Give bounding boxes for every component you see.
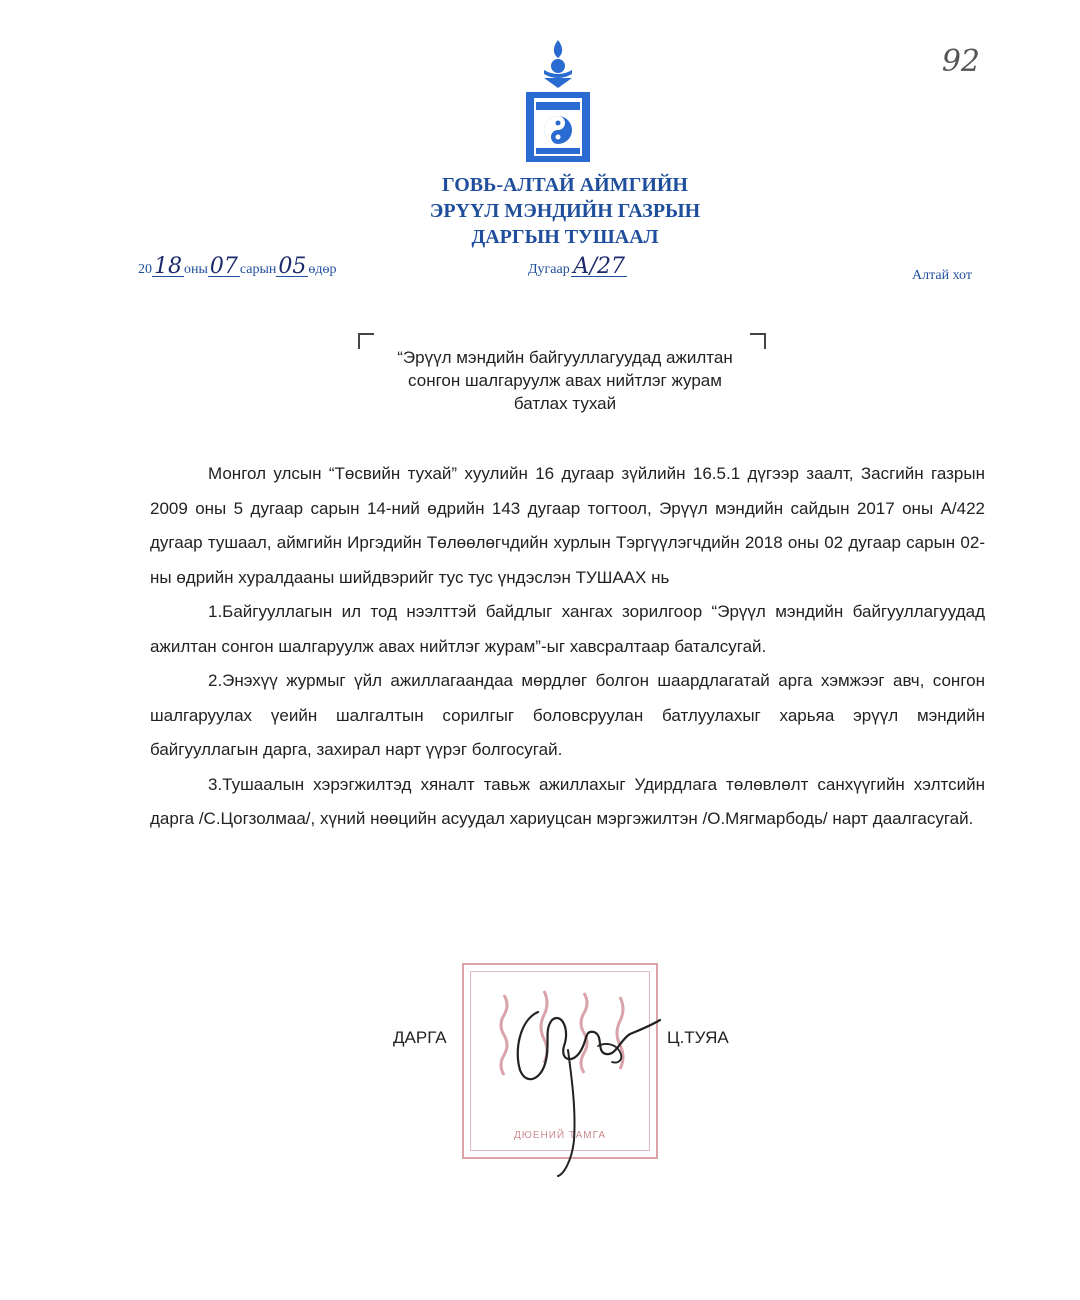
date-year-suffix: оны: [184, 262, 208, 277]
date-prefix: 20: [138, 262, 152, 277]
header-line-3: ДАРГЫН ТУШААЛ: [471, 226, 659, 248]
signatory-name: Ц.ТУЯА: [667, 1028, 729, 1047]
date-day-suffix: өдөр: [308, 262, 337, 277]
date-year: 18: [154, 254, 182, 279]
order-number: [528, 254, 627, 279]
subject-line-3: батлах тухай: [513, 394, 617, 413]
page-number: 92: [941, 44, 980, 79]
number-value: А/27: [572, 254, 625, 279]
order-date: [138, 254, 337, 279]
body-item-3: 3.Тушаалын хэрэгжилтэд хяналт тавьж ажиллахыг Удирдлага төлөвлөлт санхүүгийн хэлтсийн дарга /С.Цогзолмаа/, хүний нөөцийн асуудал хариуцсан мэргэжилтэн /О.Мягмарбодь/ нарт даалгасугай.: [150, 774, 985, 828]
handwritten-signature-icon: [480, 990, 670, 1180]
soyombo-emblem-icon: [522, 40, 594, 164]
organization-header: [0, 172, 1080, 250]
order-body: [150, 457, 985, 837]
body-item-1: 1.Байгууллагын ил тод нээлттэй байдлыг хангах зорилгоор “Эрүүл мэндийн байгууллагуудад ажилтан сонгон шалгаруулж авах нийтлэг журам”-ыг хавсралтаар баталсугай.: [150, 602, 985, 656]
signatory-title: ДАРГА: [393, 1028, 447, 1047]
order-city: Алтай хот: [912, 268, 972, 283]
subject-line-1: “Эрүүл мэндийн байгууллагуудад ажилтан: [397, 348, 733, 367]
date-day: 05: [278, 254, 307, 279]
header-line-1: ГОВЬ-АЛТАЙ АЙМГИЙН: [442, 174, 688, 196]
body-intro-paragraph: Монгол улсын “Төсвийн тухай” хуулийн 16 дугаар зүйлийн 16.5.1 дүгээр заалт, Засгийн газрын 2009 оны 5 дугаар сарын 14-ний өдрийн 143 дугаар тогтоол, Эрүүл мэндийн сайдын 2017 оны А/422 дугаар тушаал, аймгийн Иргэдийн Төлөөлөгчдийн хурлын Тэргүүлэгчдийн 2018 оны 02 дугаар сарын 02-ны өдрийн хуралдааны шийдвэрийг тус тус үндэслэн ТУШААХ нь: [150, 464, 985, 587]
order-subject: [350, 346, 780, 415]
date-month-suffix: сарын: [239, 262, 277, 277]
date-month: 07: [209, 254, 238, 279]
subject-line-2: сонгон шалгаруулж авах нийтлэг журам: [408, 371, 722, 390]
header-line-2: ЭРҮҮЛ МЭНДИЙН ГАЗРЫН: [429, 200, 701, 222]
stamp-text: ДЮЕНИЙ ТАМГА: [513, 1130, 607, 1141]
body-item-2: 2.Энэхүү журмыг үйл ажиллагаандаа мөрдлөг болгон шаардлагатай арга хэмжээг авч, сонгон шалгаруулах үеийн шалгалтын сорилгыг боловсруулан батлуулахыг харьяа эрүүл мэндийн байгууллагын дарга, захирал нарт үүрэг болгосугай.: [150, 671, 985, 759]
number-label: Дугаар: [528, 262, 570, 277]
